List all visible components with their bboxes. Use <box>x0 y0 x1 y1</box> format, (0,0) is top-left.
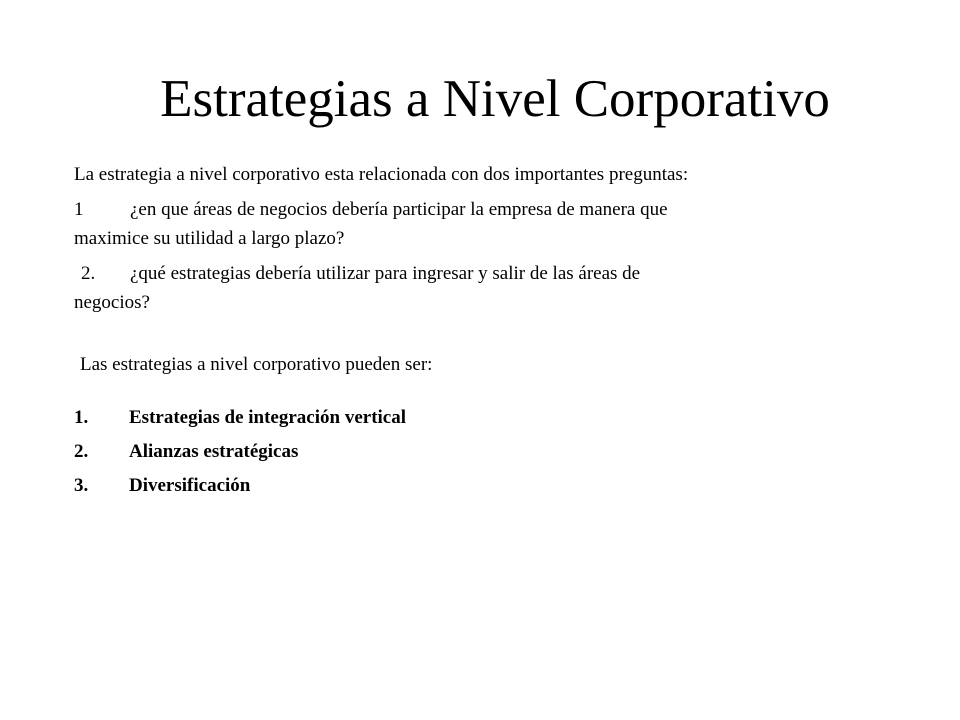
question-2 <box>74 259 874 317</box>
slide-body <box>74 160 874 503</box>
strategies-intro: Las estrategias a nivel corporativo pueden ser: <box>80 354 433 375</box>
question-2-number: 2. <box>81 263 96 284</box>
spacer <box>74 323 874 350</box>
strategy-item <box>74 469 874 503</box>
slide-title: Estrategias a Nivel Corporativo <box>160 70 830 128</box>
strategy-number: 3. <box>74 475 89 496</box>
question-1-number: 1 <box>74 199 84 220</box>
strategies-list <box>74 401 874 503</box>
strategy-number: 1. <box>74 407 89 428</box>
question-2-line-1: ¿qué estrategias debería utilizar para ingresar y salir de las áreas de <box>130 263 641 284</box>
spacer <box>74 379 874 401</box>
question-1-line-2: maximice su utilidad a largo plazo? <box>74 228 345 249</box>
strategy-item <box>74 435 874 469</box>
strategy-label: Estrategias de integración vertical <box>129 407 407 428</box>
question-2-line-2: negocios? <box>74 292 150 313</box>
strategy-label: Alianzas estratégicas <box>129 441 299 462</box>
strategy-item <box>74 401 874 435</box>
strategy-label: Diversificación <box>129 475 251 496</box>
intro-paragraph: La estrategia a nivel corporativo esta relacionada con dos importantes preguntas: <box>74 164 689 185</box>
question-1 <box>74 195 874 253</box>
strategy-number: 2. <box>74 441 89 462</box>
question-1-line-1: ¿en que áreas de negocios debería participar la empresa de manera que <box>130 199 668 220</box>
